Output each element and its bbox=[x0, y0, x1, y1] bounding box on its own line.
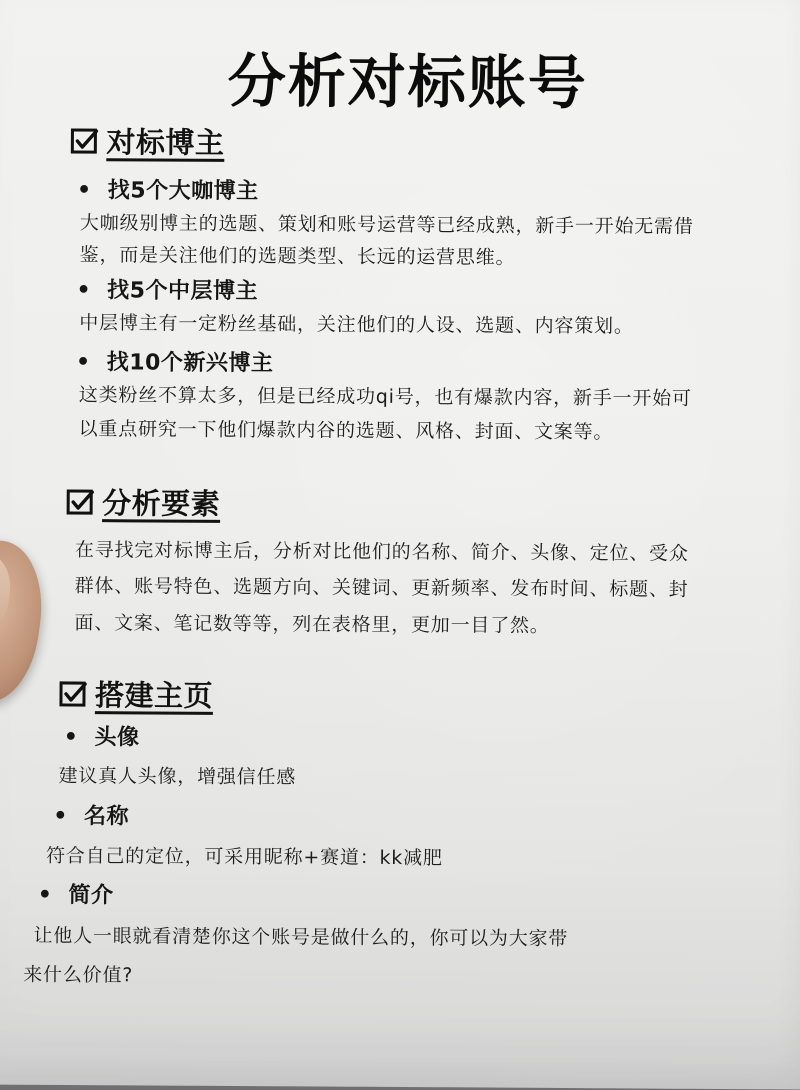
bullet: • bbox=[63, 724, 79, 751]
subtitle-emerging-bloggers bbox=[76, 345, 274, 377]
subtitle-label: 找5个大咖博主 bbox=[107, 178, 259, 205]
page-title: 分析对标账号 bbox=[227, 46, 588, 118]
subtitle-label: 头像 bbox=[94, 725, 140, 751]
paragraph-line: 这类粉丝不算太多，但是已经成功qi号，也有爆款内容，新手一开始可 bbox=[78, 384, 692, 410]
paragraph-line: 大咖级别博主的选题、策划和账号运营等已经成熟，新手一开始无需借 bbox=[79, 212, 694, 238]
subtitle-name bbox=[53, 799, 129, 830]
subtitle-label: 找10个新兴博主 bbox=[106, 350, 274, 377]
paragraph-line: 在寻找完对标博主后，分析对比他们的名称、简介、头像、定位、受众 bbox=[74, 539, 689, 565]
paragraph-line: 群体、账号特色、选题方向、关键词、更新频率、发布时间、标题、封 bbox=[74, 575, 689, 601]
paragraph-line: 符合自己的定位，可采用昵称+赛道：kk减肥 bbox=[45, 844, 443, 870]
subtitle-label: 名称 bbox=[83, 804, 130, 830]
paragraph-line: 让他人一眼就看清楚你这个账号是做什么的，你可以为大家带 bbox=[33, 924, 569, 951]
section-heading-label: 分析要素 bbox=[102, 486, 221, 521]
checkbox-checked-icon bbox=[66, 487, 94, 515]
paragraph-line: 来什么价值? bbox=[23, 963, 134, 987]
subtitle-top-bloggers bbox=[77, 173, 259, 205]
section-heading-build-homepage bbox=[59, 673, 213, 715]
subtitle-label: 简介 bbox=[68, 882, 114, 909]
bullet: • bbox=[77, 178, 92, 204]
subtitle-mid-bloggers bbox=[76, 273, 258, 305]
paragraph-line: 建议真人头像，增强信任感 bbox=[58, 764, 297, 789]
subtitle-bio bbox=[38, 878, 114, 909]
section-heading-benchmark-bloggers bbox=[70, 120, 224, 162]
bullet: • bbox=[37, 882, 53, 908]
paragraph-line: 鉴，而是关注他们的选题类型、长远的运营思维。 bbox=[79, 244, 516, 269]
section-heading-analysis-elements bbox=[66, 481, 220, 523]
paragraph-line: 中层博主有一定粉丝基础，关注他们的人设、选题、内容策划。 bbox=[79, 312, 634, 338]
paragraph-line: 以重点研究一下他们爆款内谷的选题、风格、封面、文案等。 bbox=[78, 418, 614, 444]
bullet: • bbox=[53, 803, 68, 829]
section-heading-label: 对标博主 bbox=[106, 125, 225, 160]
section-heading-label: 搭建主页 bbox=[94, 678, 214, 713]
subtitle-label: 找5个中层博主 bbox=[107, 278, 259, 305]
checkbox-checked-icon bbox=[70, 126, 98, 154]
subtitle-avatar bbox=[64, 720, 140, 751]
bullet: • bbox=[76, 278, 92, 304]
paragraph-line: 面、文案、笔记数等等，列在表格里，更加一目了然。 bbox=[74, 612, 550, 637]
bullet: • bbox=[75, 350, 91, 376]
checkbox-checked-icon bbox=[59, 679, 87, 707]
